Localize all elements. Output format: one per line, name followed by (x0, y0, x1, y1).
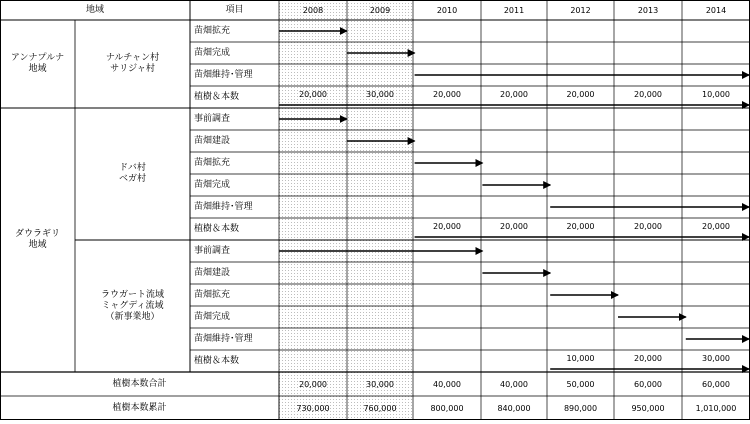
header-year-2012: 2012 (570, 5, 591, 15)
planting-count: 20,000 (634, 221, 662, 231)
total-value: 760,000 (363, 403, 397, 413)
total-label: 植樹本数合計 (112, 378, 167, 389)
total-value: 1,010,000 (695, 403, 737, 413)
total-label: 植樹本数累計 (112, 402, 167, 413)
header-year-2014: 2014 (705, 5, 727, 15)
row-item-label: 苗畑拡充 (194, 289, 231, 300)
subregion-label-line: ドバ村 (119, 163, 146, 173)
header-year-2008: 2008 (302, 5, 324, 15)
planting-count: 10,000 (566, 353, 595, 363)
total-value: 890,000 (563, 403, 598, 413)
subregion-label-line: ナルチャン村 (105, 53, 160, 63)
row-item-label: 苗畑建設 (194, 135, 231, 146)
total-value: 730,000 (296, 403, 330, 413)
planting-count: 20,000 (566, 89, 595, 99)
row-item-label: 苗畑完成 (194, 47, 231, 58)
row-item-label: 苗畑完成 (194, 311, 231, 322)
planting-count: 30,000 (366, 89, 394, 99)
subregion-label (75, 108, 190, 240)
subregion-label-line: サリジャ村 (110, 64, 155, 74)
header-item: 項目 (225, 4, 244, 15)
planting-count: 10,000 (702, 89, 730, 99)
planting-count: 30,000 (702, 353, 730, 363)
subregion-label-line: ミャグディ流域 (101, 300, 164, 311)
row-item-label: 苗畑拡充 (194, 157, 231, 168)
planting-count: 20,000 (634, 89, 662, 99)
row-item-label: 苗畑維持･管理 (194, 333, 253, 344)
subregion-label-line: ラウガート流域 (100, 289, 164, 300)
planting-count: 20,000 (433, 89, 461, 99)
total-value: 60,000 (634, 379, 662, 389)
planting-count: 20,000 (702, 221, 730, 231)
planting-count: 20,000 (500, 89, 528, 99)
region-label-line: 地域 (28, 240, 47, 250)
region-label-line: 地域 (28, 64, 47, 74)
row-item-label: 苗畑維持･管理 (194, 201, 253, 212)
subregion-label-line: （新事業地） (105, 311, 160, 322)
planting-count: 20,000 (299, 89, 327, 99)
region-label-line: アンナプルナ (10, 53, 65, 63)
subregion-label-line: ベガ村 (118, 174, 146, 184)
region-label-line: ダウラギリ (14, 229, 60, 239)
total-value: 40,000 (500, 379, 528, 389)
planting-count: 20,000 (433, 221, 461, 231)
row-item-label: 苗畑拡充 (194, 25, 231, 36)
total-value: 950,000 (631, 403, 665, 413)
row-item-label: 苗畑完成 (194, 179, 231, 190)
header-year-2009: 2009 (369, 5, 391, 15)
region-label (0, 108, 75, 372)
row-item-label: 植樹＆本数 (194, 91, 240, 102)
planting-count: 20,000 (634, 353, 662, 363)
header-year-2011: 2011 (503, 5, 525, 15)
planting-count: 20,000 (566, 221, 595, 231)
row-item-label: 植樹＆本数 (194, 355, 240, 366)
total-value: 50,000 (566, 379, 595, 389)
total-value: 800,000 (430, 403, 464, 413)
total-value: 30,000 (366, 379, 394, 389)
total-value: 40,000 (433, 379, 461, 389)
total-value: 60,000 (702, 379, 730, 389)
header-region: 地域 (85, 4, 104, 15)
subregion-label (75, 20, 190, 108)
row-item-label: 植樹＆本数 (194, 223, 240, 234)
header-year-2013: 2013 (637, 5, 659, 15)
row-item-label: 事前調査 (194, 245, 231, 256)
row-item-label: 事前調査 (194, 113, 231, 124)
total-value: 840,000 (497, 403, 531, 413)
header-year-2010: 2010 (436, 5, 458, 15)
row-item-label: 苗畑維持･管理 (194, 69, 253, 80)
row-item-label: 苗畑建設 (194, 267, 231, 278)
shaded-years-2008-2009 (279, 0, 413, 420)
subregion-label (75, 240, 190, 372)
region-label (0, 20, 75, 108)
planting-count: 20,000 (500, 221, 528, 231)
total-value: 20,000 (299, 379, 327, 389)
